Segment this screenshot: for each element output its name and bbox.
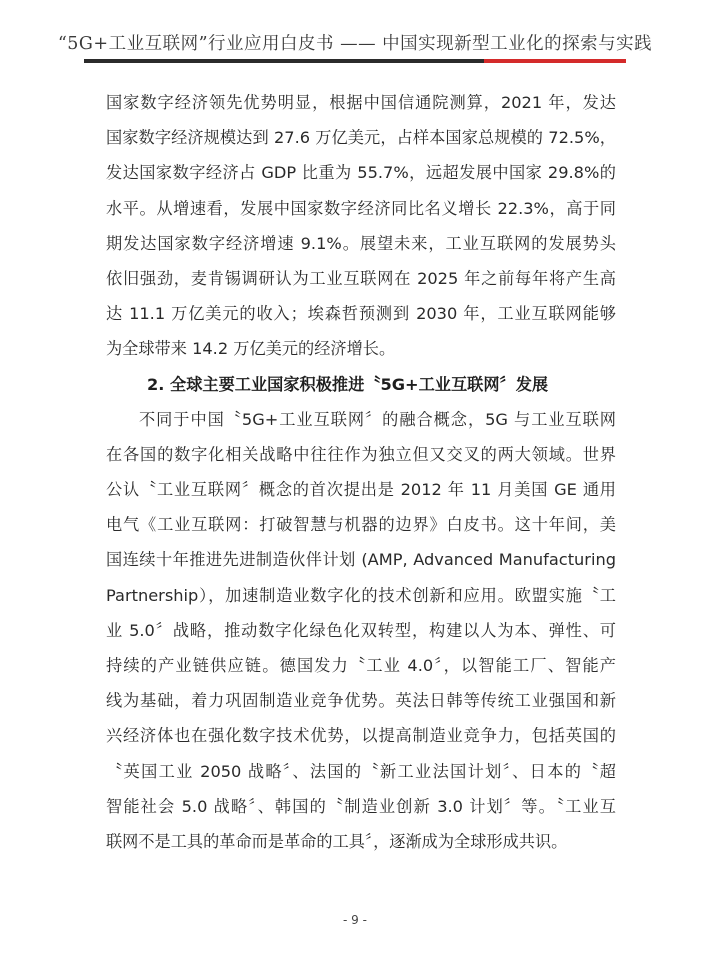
paragraph-line: 国连续十年推进先进制造伙伴计划 (AMP, Advanced Manufacturing <box>106 550 616 570</box>
paragraph-line: 国家数字经济领先优势明显，根据中国信通院测算，2021 年，发达 <box>106 93 616 112</box>
paragraph-line: 线为基础，着力巩固制造业竞争优势。英法日韩等传统工业强国和新 <box>106 691 616 711</box>
paragraph-line: 持续的产业链供应链。德国发力〝工业 4.0〞，以智能工厂、智能产 <box>106 656 616 675</box>
paragraph-line: 发达国家数字经济占 GDP 比重为 55.7%，远超发展中国家 29.8%的 <box>106 163 616 183</box>
paragraph-line: 公认〝工业互联网〞概念的首次提出是 2012 年 11 月美国 GE 通用 <box>106 480 616 500</box>
section-heading: 2. 全球主要工业国家积极推进〝5G+工业互联网〞发展 <box>147 374 549 394</box>
paragraph-line: 业 5.0〞战略，推动数字化绿色化双转型，构建以人为本、弹性、可 <box>106 620 616 640</box>
paragraph-line: Partnership），加速制造业数字化的技术创新和应用。欧盟实施〝工 <box>106 585 616 605</box>
paragraph-line: 〝英国工业 2050 战略〞、法国的〝新工业法国计划〞、日本的〝超 <box>106 761 616 781</box>
header-title: “5G+工业互联网”行业应用白皮书 —— 中国实现新型工业化的探索与实践 <box>57 34 653 54</box>
paragraph-line: 在各国的数字化相关战略中往往作为独立但又交叉的两大领域。世界 <box>106 444 616 464</box>
paragraph-line: 联网不是工具的革命而是革命的工具〞，逐渐成为全球形成共识。 <box>106 831 568 851</box>
paragraph-line: 依旧强劲，麦肯锡调研认为工业互联网在 2025 年之前每年将产生高 <box>106 268 616 288</box>
body-text <box>106 85 616 859</box>
paragraph-line: 国家数字经济规模达到 27.6 万亿美元，占样本国家总规模的 72.5%， <box>106 128 616 148</box>
paragraph-line: 期发达国家数字经济增速 9.1%。展望未来，工业互联网的发展势头 <box>106 233 616 253</box>
header-rule-red <box>484 59 626 63</box>
header-rule-dark <box>84 59 484 63</box>
paragraph-line: 电气《工业互联网：打破智慧与机器的边界》白皮书。这十年间，美 <box>106 515 616 535</box>
paragraph-line: 不同于中国〝5G+工业互联网〞的融合概念，5G 与工业互联网 <box>139 409 616 429</box>
paragraph-line: 兴经济体也在强化数字技术优势，以提高制造业竞争力，包括英国的 <box>106 726 616 746</box>
paragraph-line: 为全球带来 14.2 万亿美元的经济增长。 <box>106 339 396 359</box>
paragraph-line: 达 11.1 万亿美元的收入；埃森哲预测到 2030 年，工业互联网能够 <box>106 304 616 324</box>
paragraph-line: 智能社会 5.0 战略〞、韩国的〝制造业创新 3.0 计划〞等。〝工业互 <box>106 796 616 816</box>
paragraph-line: 水平。从增速看，发展中国家数字经济同比名义增长 22.3%，高于同 <box>106 198 616 218</box>
page-number: - 9 - <box>343 913 367 927</box>
